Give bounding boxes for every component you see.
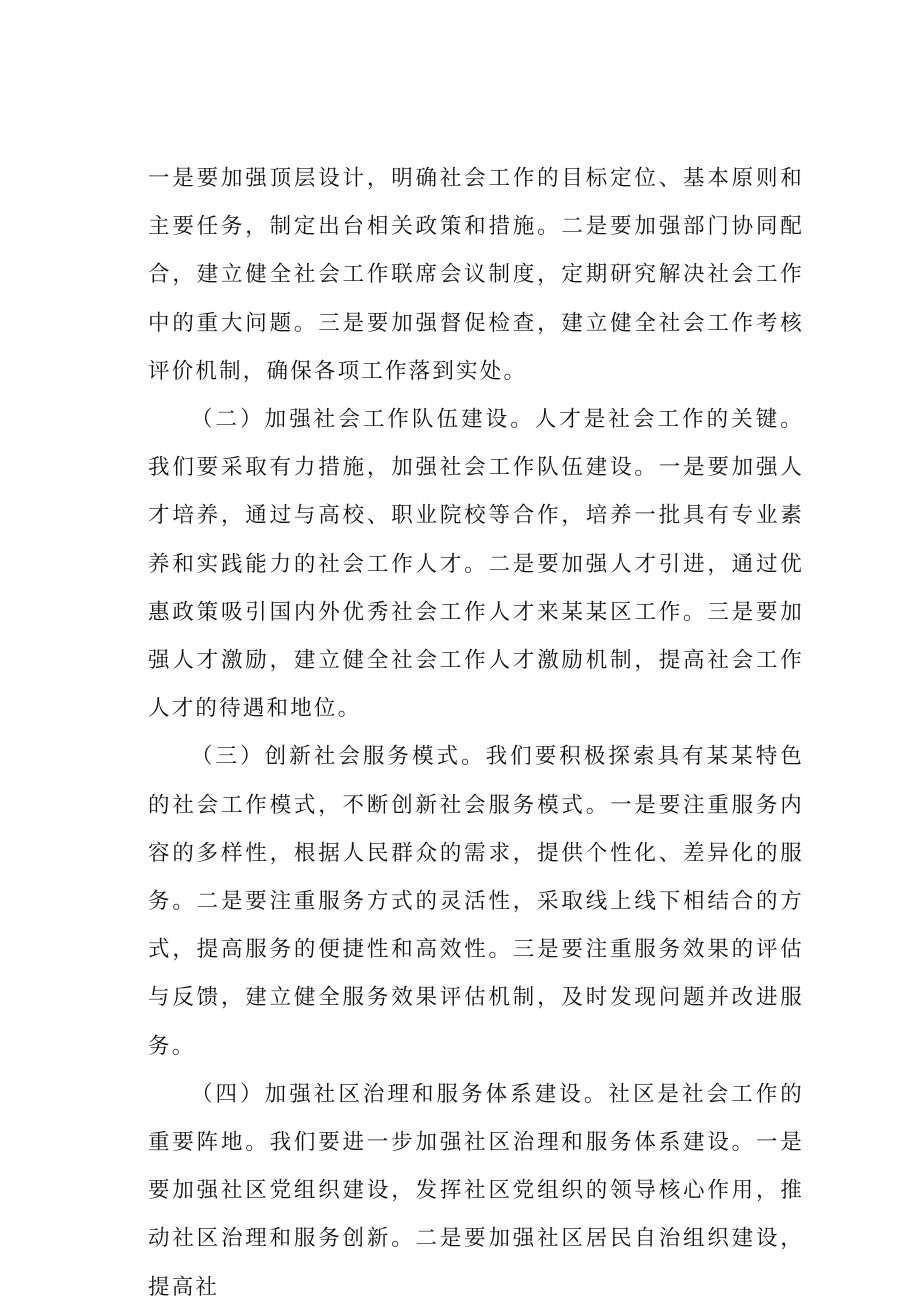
paragraph-service-model: （三）创新社会服务模式。我们要积极探索具有某某特色的社会工作模式，不断创新社会服务模式。一是要注重服务内容的多样性，根据人民群众的需求，提供个性化、差异化的服务。二是要注重服务方式的灵活性，采取线上线下相结合的方式，提高服务的便捷性和高效性。三是要注重服务效果的评估与反馈，建立健全服务效果评估机制，及时发现问题并改进服务。 [148,744,804,1059]
paragraph-community-governance: （四）加强社区治理和服务体系建设。社区是社会工作的重要阵地。我们要进一步加强社区治理和服务体系建设。一是要加强社区党组织建设，发挥社区党组织的领导核心作用，推动社区治理和服务创新。二是要加强社区居民自治组织建设，提高社 [148,1081,804,1300]
paragraph-team-building: （二）加强社会工作队伍建设。人才是社会工作的关键。我们要采取有力措施，加强社会工作队伍建设。一是要加强人才培养，通过与高校、职业院校等合作，培养一批具有专业素养和实践能力的社会工作人才。二是要加强人才引进，通过优惠政策吸引国内外优秀社会工作人才来某某区工作。三是要加强人才激励，建立健全社会工作人才激励机制，提高社会工作人才的待遇和地位。 [148,407,804,722]
paragraph-continuation: 一是要加强顶层设计，明确社会工作的目标定位、基本原则和主要任务，制定出台相关政策和措施。二是要加强部门协同配合，建立健全社会工作联席会议制度，定期研究解决社会工作中的重大问题。三是要加强督促检查，建立健全社会工作考核评价机制，确保各项工作落到实处。 [148,166,804,384]
document-page [148,155,804,1312]
